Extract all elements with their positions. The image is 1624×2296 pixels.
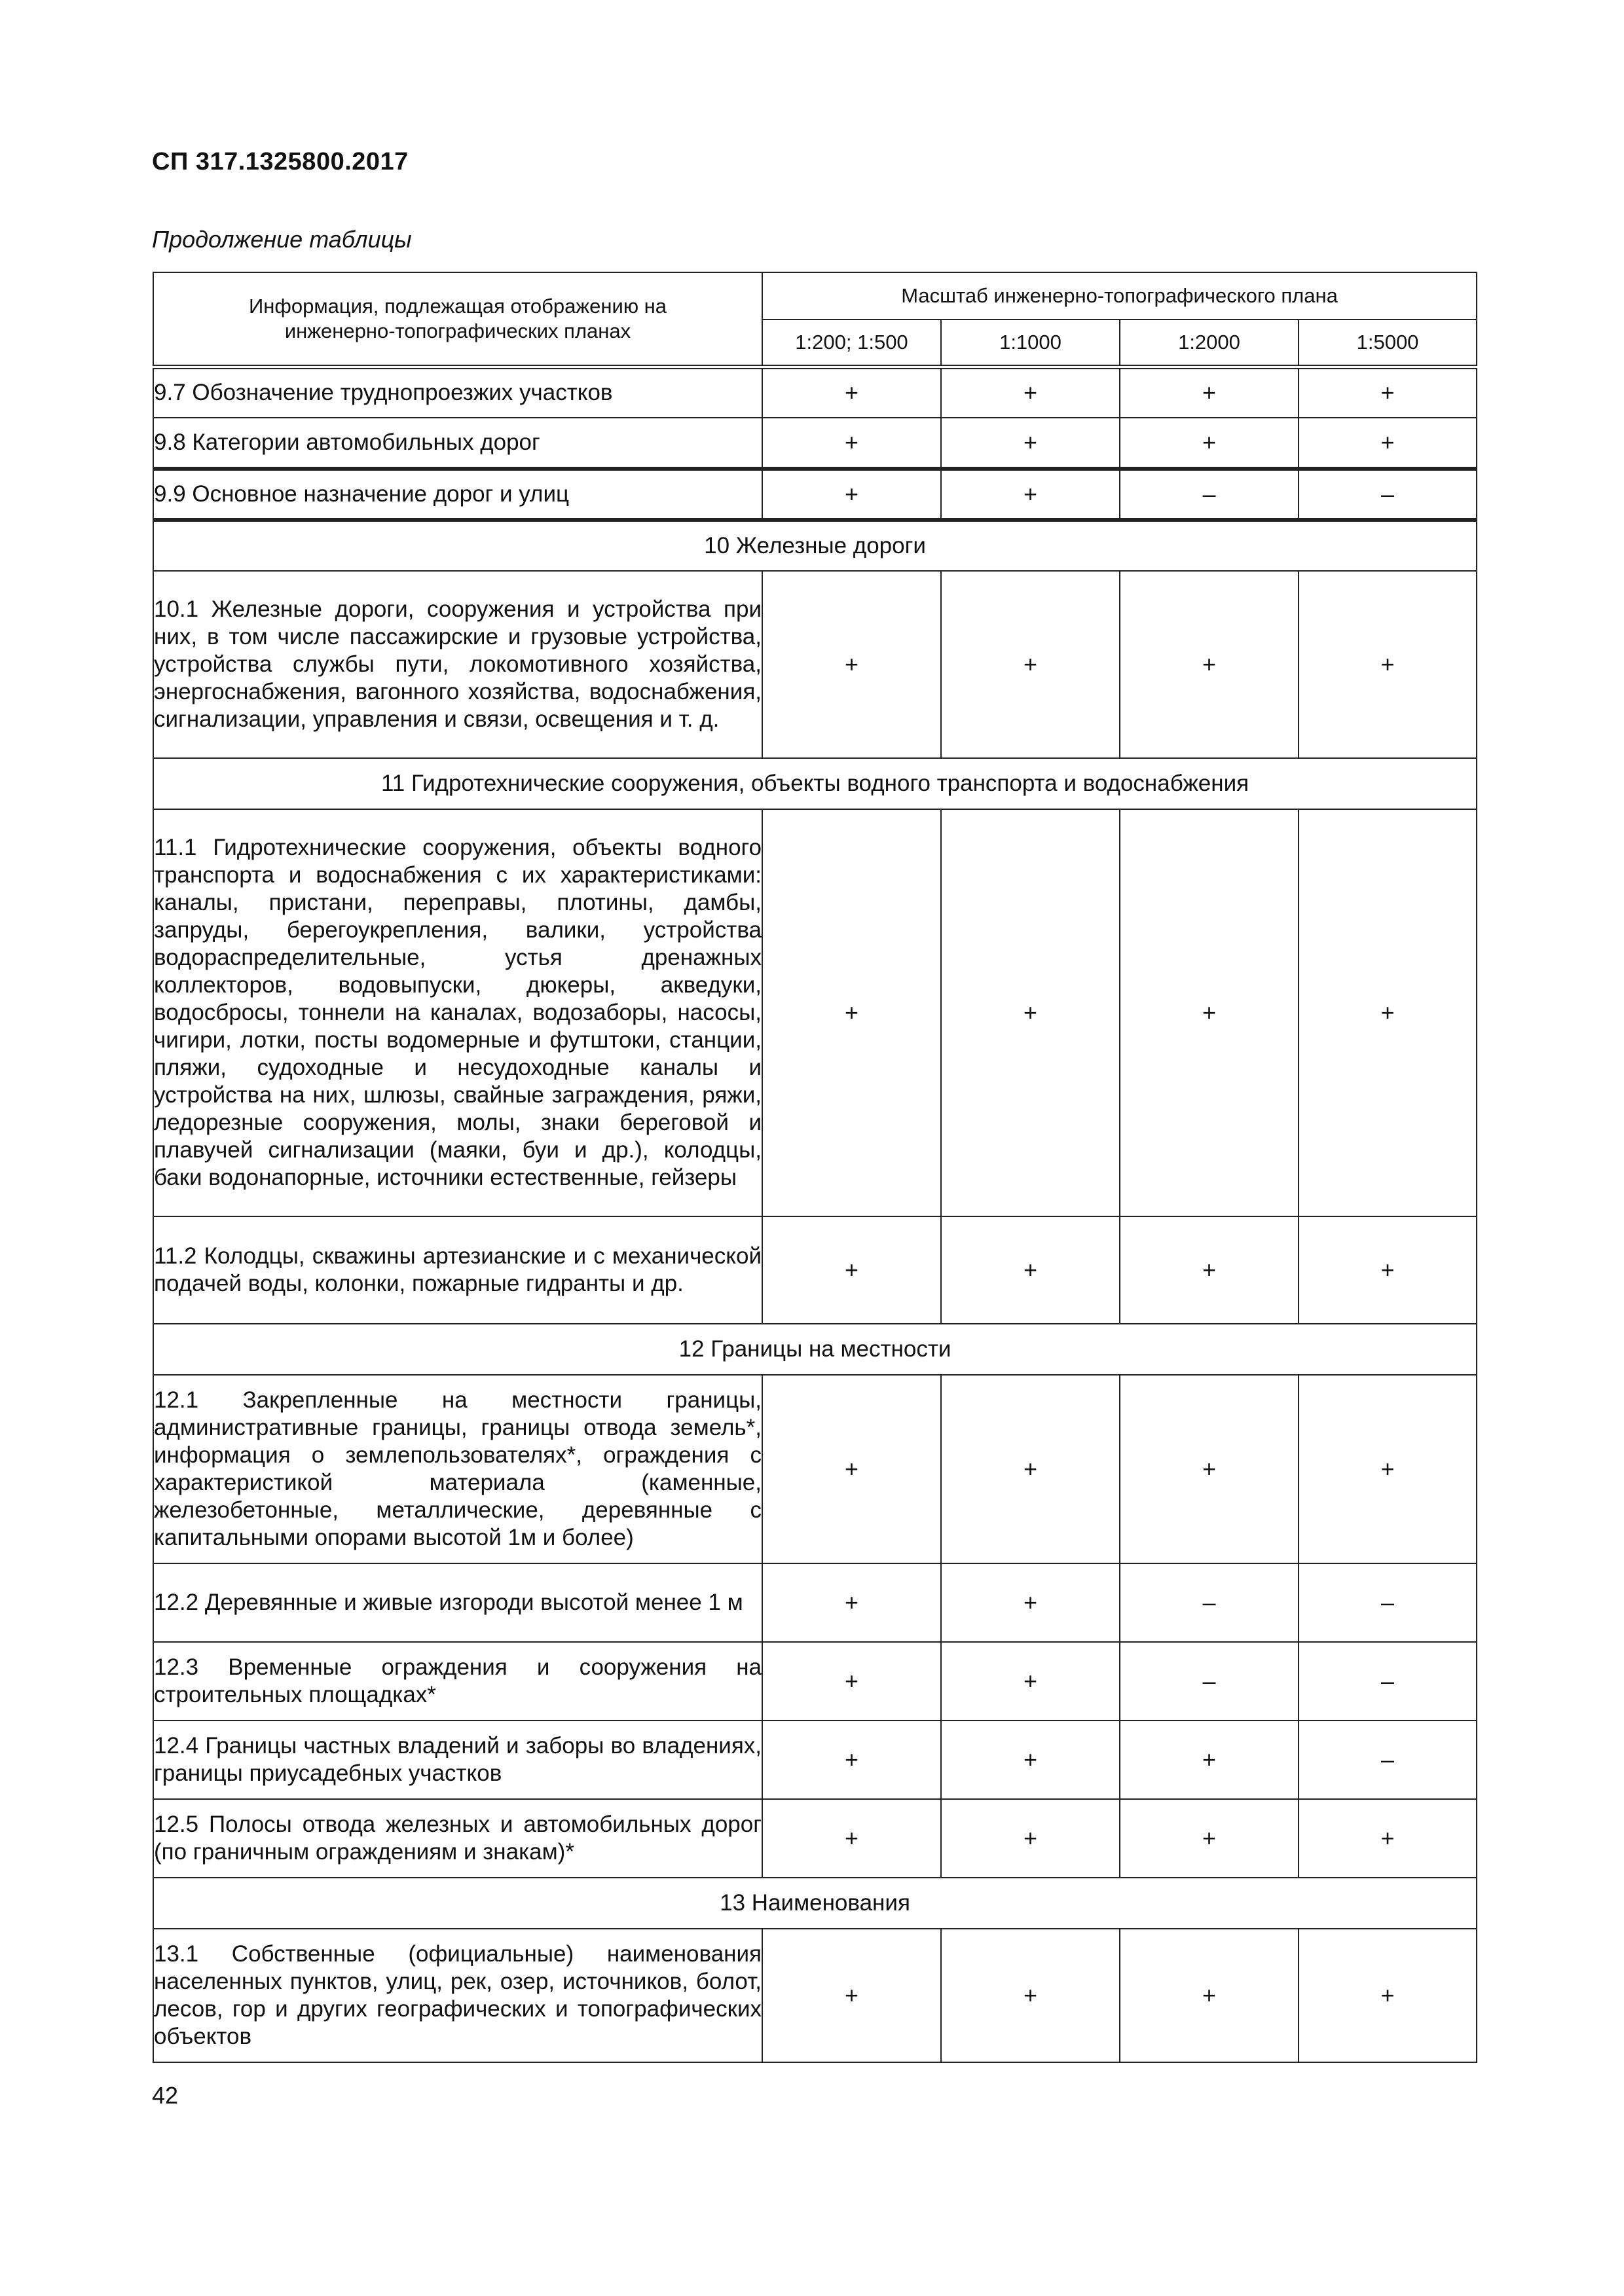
scale-mark: +	[1299, 1799, 1477, 1878]
scale-mark: –	[1299, 1721, 1477, 1799]
scale-mark: +	[762, 469, 941, 520]
scale-mark: +	[1120, 367, 1299, 418]
section-row	[153, 520, 1477, 571]
scale-mark: +	[1299, 1375, 1477, 1563]
scale-mark: +	[1120, 418, 1299, 469]
scale-header: 1:5000	[1299, 319, 1477, 367]
item-text: 12.1 Закрепленные на местности границы, административные границы, границы отвода земель*, информация о землепользователях*, ограждения с характеристикой материала (каменные, железобетонные, металлические, деревянные с капитальными опорами высотой 1м и более)	[153, 1375, 762, 1563]
scale-mark: +	[941, 367, 1120, 418]
scale-mark: +	[941, 571, 1120, 758]
scale-mark: +	[1120, 571, 1299, 758]
table-row	[153, 469, 1477, 520]
scale-mark: +	[762, 1642, 941, 1721]
table-row	[153, 1721, 1477, 1799]
table-row	[153, 571, 1477, 758]
table-row	[153, 1929, 1477, 2062]
item-text: 13.1 Собственные (официальные) наименования населенных пунктов, улиц, рек, озер, источников, болот, лесов, гор и других географических и топографических объектов	[153, 1929, 762, 2062]
scale-mark: +	[1120, 1721, 1299, 1799]
scale-mark: +	[941, 1563, 1120, 1642]
section-row	[153, 1324, 1477, 1375]
scale-mark: +	[1120, 1375, 1299, 1563]
scale-mark: +	[762, 571, 941, 758]
scale-header: 1:1000	[941, 319, 1120, 367]
section-row	[153, 1878, 1477, 1929]
scale-mark: +	[762, 1721, 941, 1799]
scale-mark: –	[1299, 1642, 1477, 1721]
scale-mark: +	[941, 1929, 1120, 2062]
scale-mark: +	[1120, 809, 1299, 1216]
scale-mark: +	[762, 367, 941, 418]
section-title: 12 Границы на местности	[153, 1324, 1477, 1375]
section-row	[153, 758, 1477, 809]
item-text: 10.1 Железные дороги, сооружения и устройства при них, в том числе пассажирские и грузовые устройства, устройства службы пути, локомотивного хозяйства, энергоснабжения, вагонного хозяйства, водоснабжения, сигнализации, управления и связи, освещения и т. д.	[153, 571, 762, 758]
scale-mark: +	[1120, 1216, 1299, 1324]
item-text: 11.2 Колодцы, скважины артезианские и с механической подачей воды, колонки, пожарные гидранты и др.	[153, 1216, 762, 1324]
item-text: 9.9 Основное назначение дорог и улиц	[153, 469, 762, 520]
table-row	[153, 1799, 1477, 1878]
scale-mark: +	[1120, 1799, 1299, 1878]
section-title: 13 Наименования	[153, 1878, 1477, 1929]
scale-mark: +	[941, 469, 1120, 520]
scale-mark: +	[941, 1721, 1120, 1799]
scale-mark: +	[1299, 1929, 1477, 2062]
info-column-header: Информация, подлежащая отображению на инженерно-топографических планах	[153, 272, 762, 367]
scale-mark: –	[1120, 469, 1299, 520]
scale-mark: +	[762, 1563, 941, 1642]
scale-mark: +	[762, 418, 941, 469]
table-row	[153, 367, 1477, 418]
scale-mark: +	[941, 1642, 1120, 1721]
table-row	[153, 1563, 1477, 1642]
scale-mark: –	[1299, 1563, 1477, 1642]
table-row	[153, 1216, 1477, 1324]
scale-mark: +	[941, 809, 1120, 1216]
item-text: 11.1 Гидротехнические сооружения, объекты водного транспорта и водоснабжения с их характеристиками: каналы, пристани, переправы, плотины, дамбы, запруды, берегоукрепления, валики, устройства водораспределительные, устья дренажных коллекторов, водовыпуски, дюкеры, акведуки, водосбросы, тоннели на каналах, водозаборы, насосы, чигири, лотки, посты водомерные и футштоки, станции, пляжи, судоходные и несудоходные каналы и устройства на них, шлюзы, свайные заграждения, ряжи, ледорезные сооружения, молы, знаки береговой и плавучей сигнализации (маяки, буи и др.), колодцы, баки водонапорные, источники естественные, гейзеры	[153, 809, 762, 1216]
scale-mark: +	[762, 1216, 941, 1324]
scale-mark: +	[941, 1216, 1120, 1324]
scale-mark: +	[762, 809, 941, 1216]
scale-mark: +	[1299, 1216, 1477, 1324]
scale-mark: +	[762, 1929, 941, 2062]
item-text: 9.7 Обозначение труднопроезжих участков	[153, 367, 762, 418]
scale-mark: +	[941, 418, 1120, 469]
scale-mark: –	[1120, 1642, 1299, 1721]
item-text: 12.5 Полосы отвода железных и автомобильных дорог (по граничным ограждениям и знакам)*	[153, 1799, 762, 1878]
scale-mark: +	[1299, 809, 1477, 1216]
table-row	[153, 1642, 1477, 1721]
table-row	[153, 809, 1477, 1216]
item-text: 9.8 Категории автомобильных дорог	[153, 418, 762, 469]
requirements-table	[153, 272, 1477, 2063]
scale-group-header: Масштаб инженерно-топографического плана	[762, 272, 1477, 319]
section-title: 10 Железные дороги	[153, 520, 1477, 571]
scale-mark: –	[1299, 469, 1477, 520]
document-code: СП 317.1325800.2017	[152, 148, 409, 175]
section-title: 11 Гидротехнические сооружения, объекты водного транспорта и водоснабжения	[153, 758, 1477, 809]
scale-mark: –	[1120, 1563, 1299, 1642]
scale-mark: +	[1120, 1929, 1299, 2062]
page-number: 42	[152, 2082, 179, 2109]
item-text: 12.4 Границы частных владений и заборы во владениях, границы приусадебных участков	[153, 1721, 762, 1799]
scale-mark: +	[1299, 367, 1477, 418]
item-text: 12.2 Деревянные и живые изгороди высотой менее 1 м	[153, 1563, 762, 1642]
item-text: 12.3 Временные ограждения и сооружения на строительных площадках*	[153, 1642, 762, 1721]
scale-header: 1:200; 1:500	[762, 319, 941, 367]
table-continuation-caption: Продолжение таблицы	[152, 226, 412, 253]
scale-mark: +	[941, 1799, 1120, 1878]
scale-header: 1:2000	[1120, 319, 1299, 367]
scale-mark: +	[1299, 571, 1477, 758]
scale-mark: +	[1299, 418, 1477, 469]
table-row	[153, 418, 1477, 469]
scale-mark: +	[941, 1375, 1120, 1563]
table-row	[153, 1375, 1477, 1563]
scale-mark: +	[762, 1799, 941, 1878]
scale-mark: +	[762, 1375, 941, 1563]
